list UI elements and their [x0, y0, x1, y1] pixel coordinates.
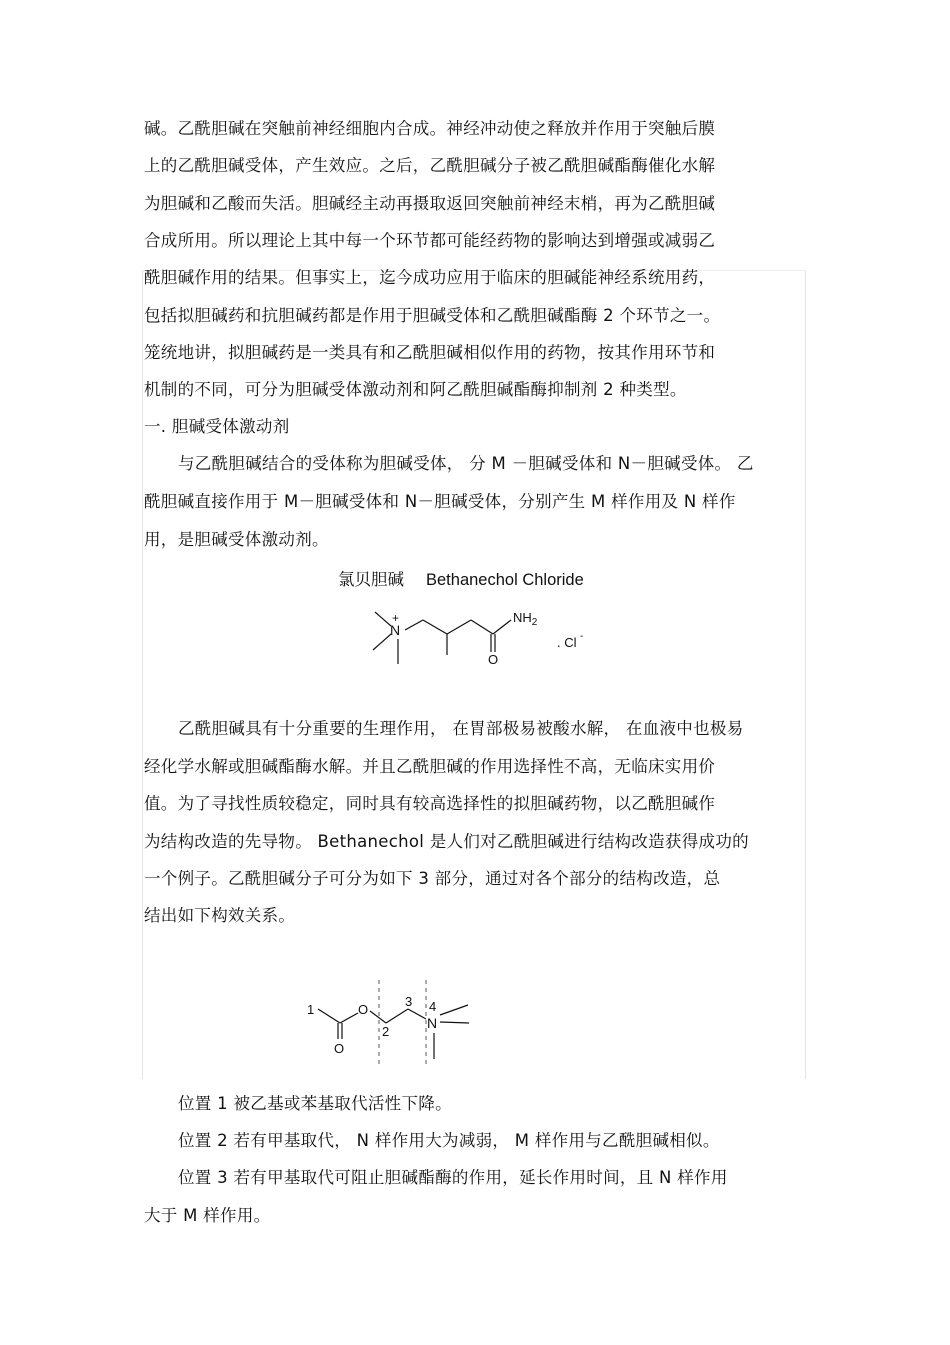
caption-english: Bethanechol Chloride: [426, 571, 584, 589]
text-line: 位置 2 若有甲基取代， N 样作用大为减弱， M 样作用与乙酰胆碱相似。: [178, 1131, 720, 1150]
carbonyl-oxygen-label: O: [334, 1041, 345, 1056]
text-line: 结出如下构效关系。: [144, 906, 296, 925]
position-1-label: 1: [307, 1002, 315, 1017]
ester-oxygen-label: O: [358, 1002, 369, 1017]
text-line: 酰胆碱作用的结果。但事实上，迄今成功应用于临床的胆碱能神经系统用药，: [144, 268, 716, 287]
text-line: 与乙酰胆碱结合的受体称为胆碱受体， 分 M －胆碱受体和 N－胆碱受体。 乙: [178, 454, 754, 473]
caption-chinese: 氯贝胆碱: [338, 570, 404, 589]
text-line: 大于 M 样作用。: [144, 1206, 271, 1225]
positive-charge: +: [392, 611, 400, 625]
position-4-label: 4: [429, 999, 437, 1014]
nitrogen-label: N: [427, 1015, 438, 1031]
text-line: 位置 1 被乙基或苯基取代活性下降。: [178, 1094, 452, 1113]
carbonyl-oxygen-label: O: [488, 652, 499, 667]
acetylcholine-structure: [300, 975, 490, 1070]
nitrogen-label: N: [390, 622, 401, 638]
text-line: 酰胆碱直接作用于 M－胆碱受体和 N－胆碱受体，分别产生 M 样作用及 N 样作: [144, 492, 736, 511]
text-line: 笼统地讲，拟胆碱药是一类具有和乙酰胆碱相似作用的药物，按其作用环节和: [144, 343, 716, 362]
text-line: 合成所用。所以理论上其中每一个环节都可能经药物的影响达到增强或减弱乙: [144, 231, 716, 250]
figure-caption: [338, 566, 584, 590]
text-line: 值。为了寻找性质较稳定，同时具有较高选择性的拟胆碱药物，以乙酰胆碱作: [144, 794, 716, 813]
text-line: 乙酰胆碱具有十分重要的生理作用， 在胃部极易被酸水解， 在血液中也极易: [178, 719, 744, 738]
bethanechol-structure: [365, 600, 605, 680]
negative-charge: -: [580, 631, 584, 642]
text-line: 上的乙酰胆碱受体，产生效应。之后，乙酰胆碱分子被乙酰胆碱酯酶催化水解: [144, 156, 716, 175]
section-heading: 一. 胆碱受体激动剂: [144, 417, 290, 436]
position-3-label: 3: [405, 994, 413, 1009]
text-line: 为结构改造的先导物。 Bethanechol 是人们对乙酰胆碱进行结构改造获得成功的: [144, 832, 749, 851]
text-line: 用，是胆碱受体激动剂。: [144, 530, 329, 549]
text-line: 位置 3 若有甲基取代可阻止胆碱酯酶的作用，延长作用时间，且 N 样作用: [178, 1168, 728, 1187]
chloride-label: . Cl: [557, 635, 577, 650]
text-line: 机制的不同，可分为胆碱受体激动剂和阿乙酰胆碱酯酶抑制剂 2 种类型。: [144, 380, 687, 399]
text-line: 经化学水解或胆碱酯酶水解。并且乙酰胆碱的作用选择性不高，无临床实用价: [144, 757, 716, 776]
text-line: 一个例子。乙酰胆碱分子可分为如下 3 部分，通过对各个部分的结构改造，总: [144, 869, 721, 888]
text-line: 碱。乙酰胆碱在突触前神经细胞内合成。神经冲动使之释放并作用于突触后膜: [144, 119, 716, 138]
text-line: 为胆碱和乙酸而失活。胆碱经主动再摄取返回突触前神经末梢，再为乙酰胆碱: [144, 194, 716, 213]
text-line: 包括拟胆碱药和抗胆碱药都是作用于胆碱受体和乙酰胆碱酯酶 2 个环节之一。: [144, 306, 721, 325]
position-2-label: 2: [382, 1024, 390, 1039]
amine-label: $NH_2$: [513, 610, 538, 628]
